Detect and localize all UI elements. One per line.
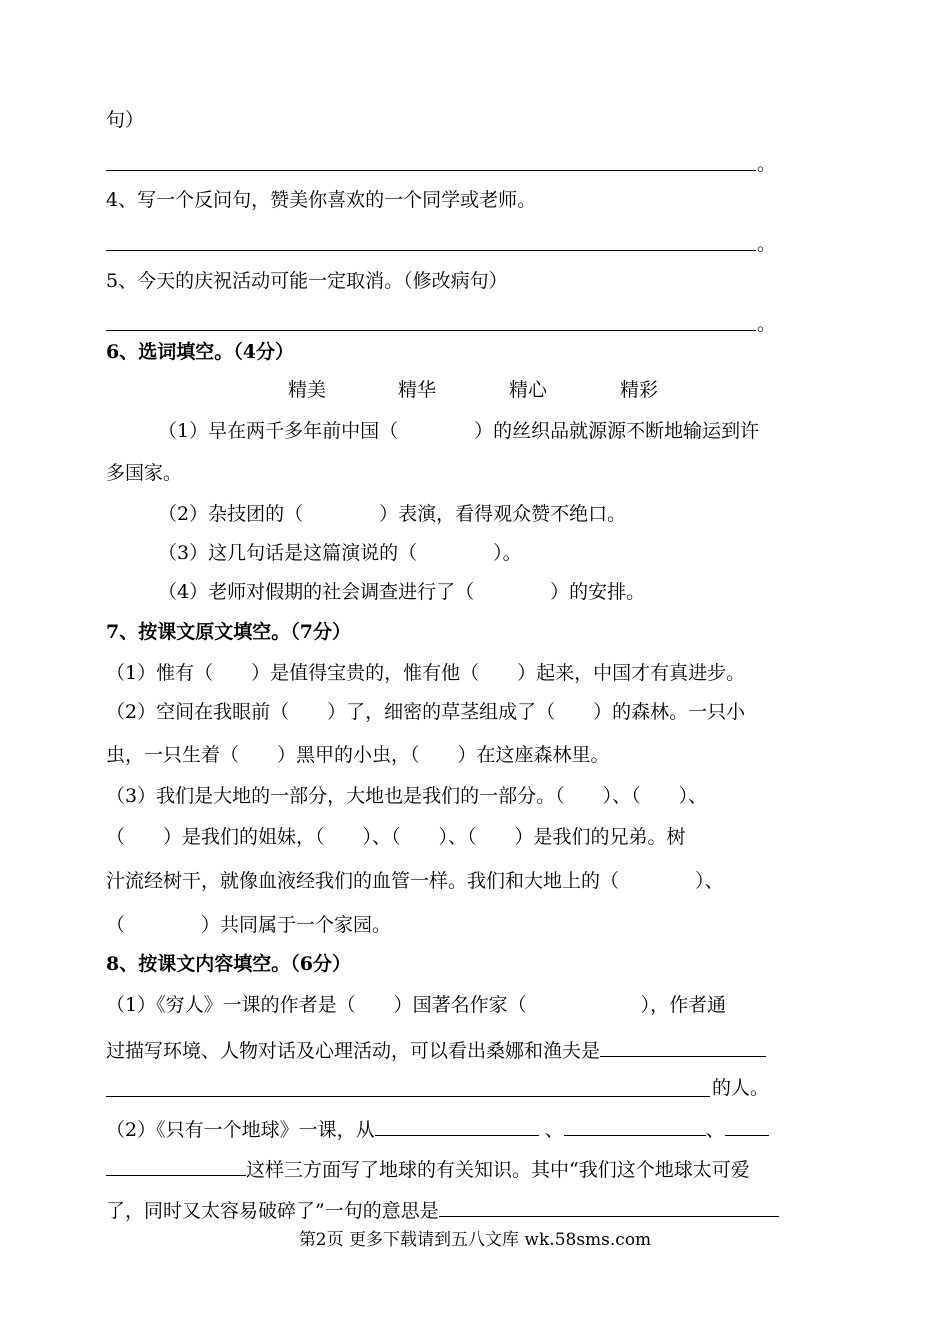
period-mark: 。 (757, 233, 777, 255)
section-8-heading: 8、按课文内容填空。（6分） (106, 953, 351, 975)
text-line: （2）杂技团的（ ）表演，看得观众赞不绝口。 (158, 503, 627, 525)
text-line: （4）老师对假期的社会调查进行了（ ）的安排。 (158, 581, 646, 603)
text-segment: （2）《只有一个地球》一课，从 (106, 1119, 375, 1141)
word-choice: 精彩 (620, 379, 659, 401)
answer-blank (106, 1155, 246, 1176)
answer-line (106, 170, 756, 171)
text-line: （1）《穷人》一课的作者是（ ）国著名作家（ ），作者通 (106, 994, 727, 1016)
text-segment: 这样三方面写了地球的有关知识。其中“我们这个地球太可爱 (246, 1159, 750, 1181)
text-line (106, 1115, 769, 1142)
period-mark: 。 (757, 313, 777, 335)
answer-blank (439, 1196, 779, 1217)
text-segment: 过描写环境、人物对话及心理活动，可以看出桑娜和渔夫是 (106, 1040, 601, 1062)
page-footer: 第2页 更多下载请到五八文库 wk.58sms.com (298, 1230, 652, 1250)
answer-blank (375, 1115, 539, 1136)
section-7-heading: 7、按课文原文填空。（7分） (106, 621, 351, 643)
text-line: 的人。 (712, 1077, 770, 1099)
word-choice: 精心 (509, 379, 548, 401)
text-line: 句） (106, 109, 145, 131)
text-line (106, 1036, 766, 1063)
answer-blank (725, 1115, 769, 1136)
text-line (106, 1155, 750, 1182)
text-line: （3）这几句话是这篇演说的（ ）。 (158, 542, 522, 564)
text-line: （1）早在两千多年前中国（ ）的丝织品就源源不断地输运到许 (158, 420, 760, 442)
question-4: 4、写一个反问句，赞美你喜欢的一个同学或老师。 (106, 189, 537, 211)
answer-line (106, 330, 756, 331)
text-line: （3）我们是大地的一部分，大地也是我们的一部分。（ ）、（ ）、 (106, 785, 708, 807)
text-line: 多国家。 (106, 462, 183, 484)
text-line: 汁流经树干，就像血液经我们的血管一样。我们和大地上的（ ）、 (106, 870, 724, 892)
text-segment: 、 (544, 1119, 564, 1141)
period-mark: 。 (757, 153, 777, 175)
text-line: （1）惟有（ ）是值得宝贵的，惟有他（ ）起来，中国才有真进步。 (106, 662, 746, 684)
text-segment: 了，同时又太容易破碎了”一句的意思是 (106, 1200, 439, 1222)
text-segment: 、 (705, 1119, 725, 1141)
text-line: 虫，一只生着（ ）黑甲的小虫，（ ）在这座森林里。 (106, 744, 610, 766)
text-line: （2）空间在我眼前（ ）了，细密的草茎组成了（ ）的森林。一只小 (106, 701, 746, 723)
text-line: （ ）共同属于一个家园。 (106, 914, 392, 936)
text-line (106, 1196, 779, 1223)
question-5: 5、今天的庆祝活动可能一定取消。（修改病句） (106, 270, 508, 292)
word-choice: 精华 (398, 379, 437, 401)
text-line: （ ）是我们的姐妹，（ ）、（ ）、（ ）是我们的兄弟。树 (106, 826, 686, 848)
word-choice: 精美 (288, 379, 327, 401)
section-6-heading: 6、选词填空。（4分） (106, 341, 294, 363)
answer-blank (564, 1115, 706, 1136)
answer-blank (600, 1036, 766, 1057)
answer-line (106, 250, 756, 251)
answer-line (106, 1096, 710, 1097)
